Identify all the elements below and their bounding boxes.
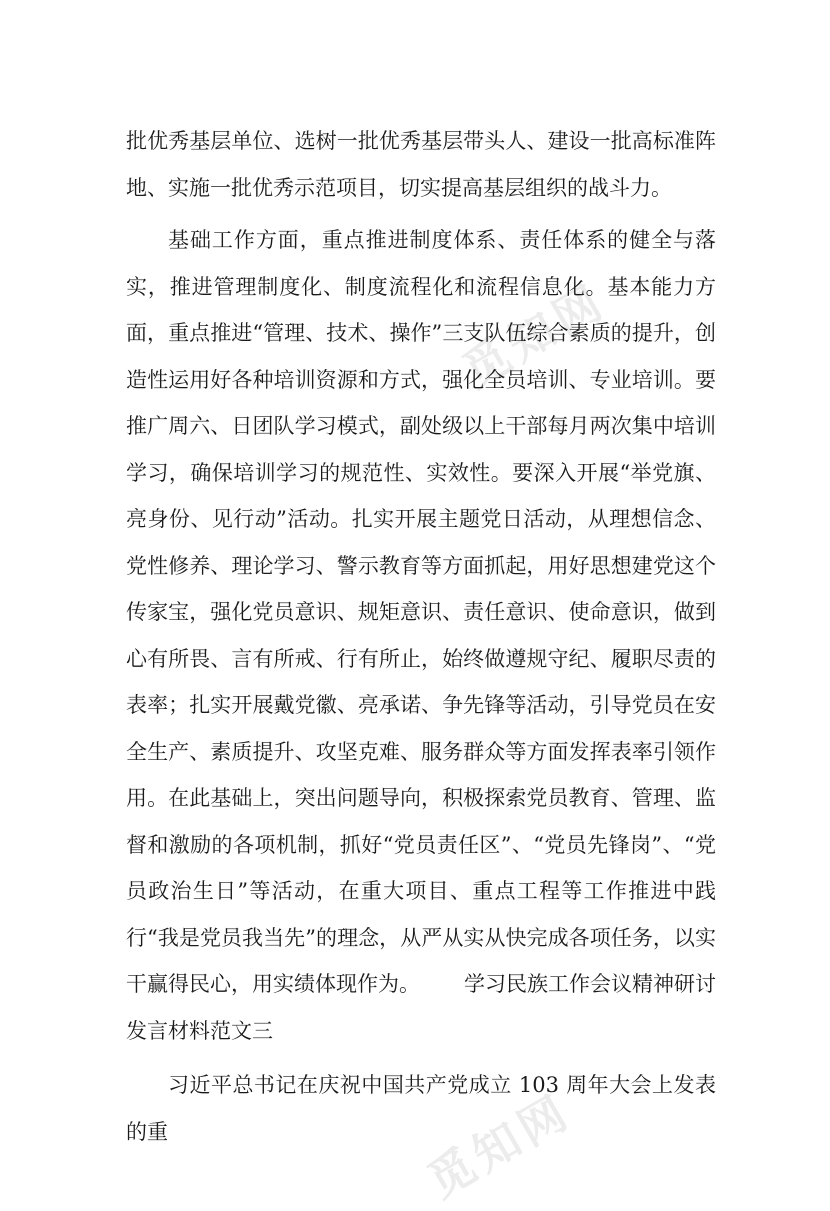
watermark: 觅知网 [453,273,616,398]
paragraph-text: 习近平总书记在庆祝中国共产党成立 103 周年大会上发表的重 [126,1073,716,1144]
section-heading: 学习民族工作会议精神研讨发言材料范文三 [126,972,716,1043]
paragraph-continued [126,118,716,211]
paragraph [126,217,716,1054]
paragraph [126,1062,716,1155]
paragraph-text: 基础工作方面，重点推进制度体系、责任体系的健全与落实，推进管理制度化、制度流程化和流程信息化。基本能力方面，重点推进“管理、技术、操作”三支队伍综合素质的提升，创造性运用好各种培训资源和方式，强化全员培训、专业培训。要推广周六、日团队学习模式，副处级以上干部每月两次集中培训学习，确保培训学习的规范性、实效性。要深入开展“举党旗、亮身份、见行动”活动。扎实开展主题党日活动，从理想信念、党性修养、理论学习、警示教育等方面抓起，用好思想建党这个传家宝，强化党员意识、规矩意识、责任意识、使命意识，做到心有所畏、言有所戒、行有所止，始终做遵规守纪、履职尽责的表率；扎实开展戴党徽、亮承诺、争先锋等活动，引导党员在安全生产、素质提升、攻坚克难、服务群众等方面发挥表率引领作用。在此基础上，突出问题导向，积极探索党员教育、管理、监督和激励的各项机制，抓好“党员责任区”、“党员先锋岗”、“党员政治生日”等活动，在重大项目、重点工程等工作推进中践行“我是党员我当先”的理念，从严从实从快完成各项任务，以实干赢得民心，用实绩体现作为。 [126,228,716,996]
watermark: 觅知网 [418,1083,581,1208]
paragraph-text: 批优秀基层单位、选树一批优秀基层带头人、建设一批高标准阵地、实施一批优秀示范项目，切实提高基层组织的战斗力。 [126,129,716,200]
document-body [126,118,716,1155]
